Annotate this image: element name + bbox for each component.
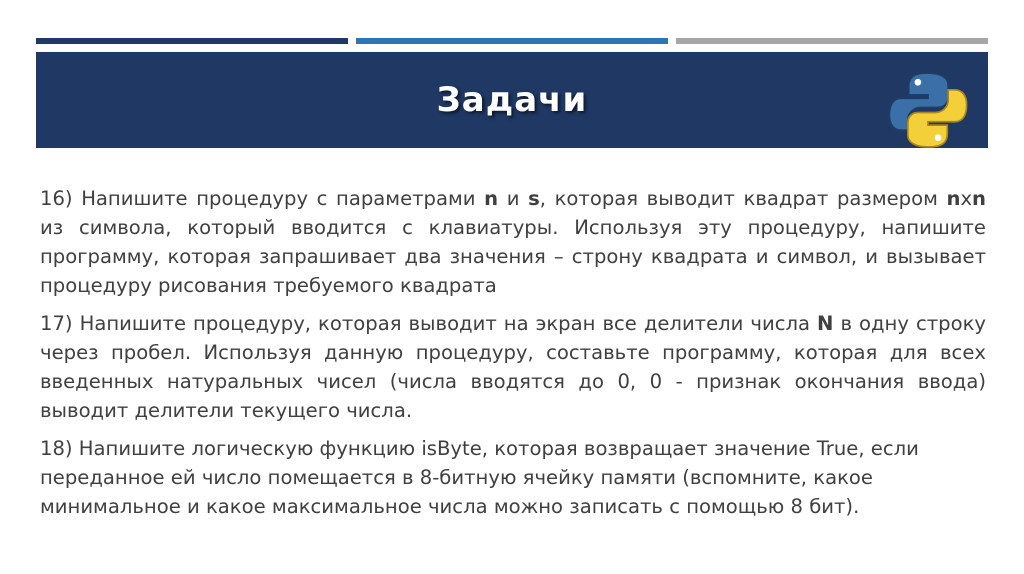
size-n-left: n <box>946 187 961 210</box>
task-16-text-a: 16) Напишите процедуру с параметрами <box>40 187 485 210</box>
task-18 <box>40 434 986 521</box>
decor-bar-dark-blue <box>36 38 348 44</box>
param-n: n <box>484 187 499 210</box>
task-17-text-b: в одну строку через пробел. Используя данную процедуру, составьте программу, которая для всех введенных натуральных чисел (числа вводятся до 0, 0 - признак окончания ввода) выводит делители текущего числа. <box>40 312 987 422</box>
param-s: s <box>528 187 540 210</box>
task-16-text-c: , которая выводит квадрат размером <box>539 187 947 210</box>
decor-bar-gray <box>676 38 988 44</box>
python-logo-icon <box>886 68 970 152</box>
slide-title: Задачи <box>436 80 588 120</box>
task-16-text-d: из символа, который вводится с клавиатуры. Используя эту процедуру, напишите программу, которая запрашивает два значения – строну квадрата и символ, и вызывает процедуру рисования требуемого квадрата <box>40 216 986 297</box>
task-18-text-a: 18) Напишите логическую функцию isByte, которая возвращает значение True, если переданное ей число помещается в 8-битную ячейку памяти (вспомните, какое минимальное и какое максимальное числа можно записать с помощью 8 бит). <box>40 437 919 518</box>
top-decor-bars <box>36 38 988 44</box>
task-list <box>40 184 986 530</box>
size-n-right: n <box>972 187 986 210</box>
param-N: N <box>817 312 834 335</box>
task-17 <box>40 309 986 425</box>
task-16-text-b: и <box>498 187 529 210</box>
decor-bar-blue <box>356 38 668 44</box>
title-banner <box>36 52 988 148</box>
task-17-text-a: 17) Напишите процедуру, которая выводит на экран все делители числа <box>40 312 818 335</box>
size-x: x <box>960 187 973 210</box>
task-16 <box>40 184 986 300</box>
